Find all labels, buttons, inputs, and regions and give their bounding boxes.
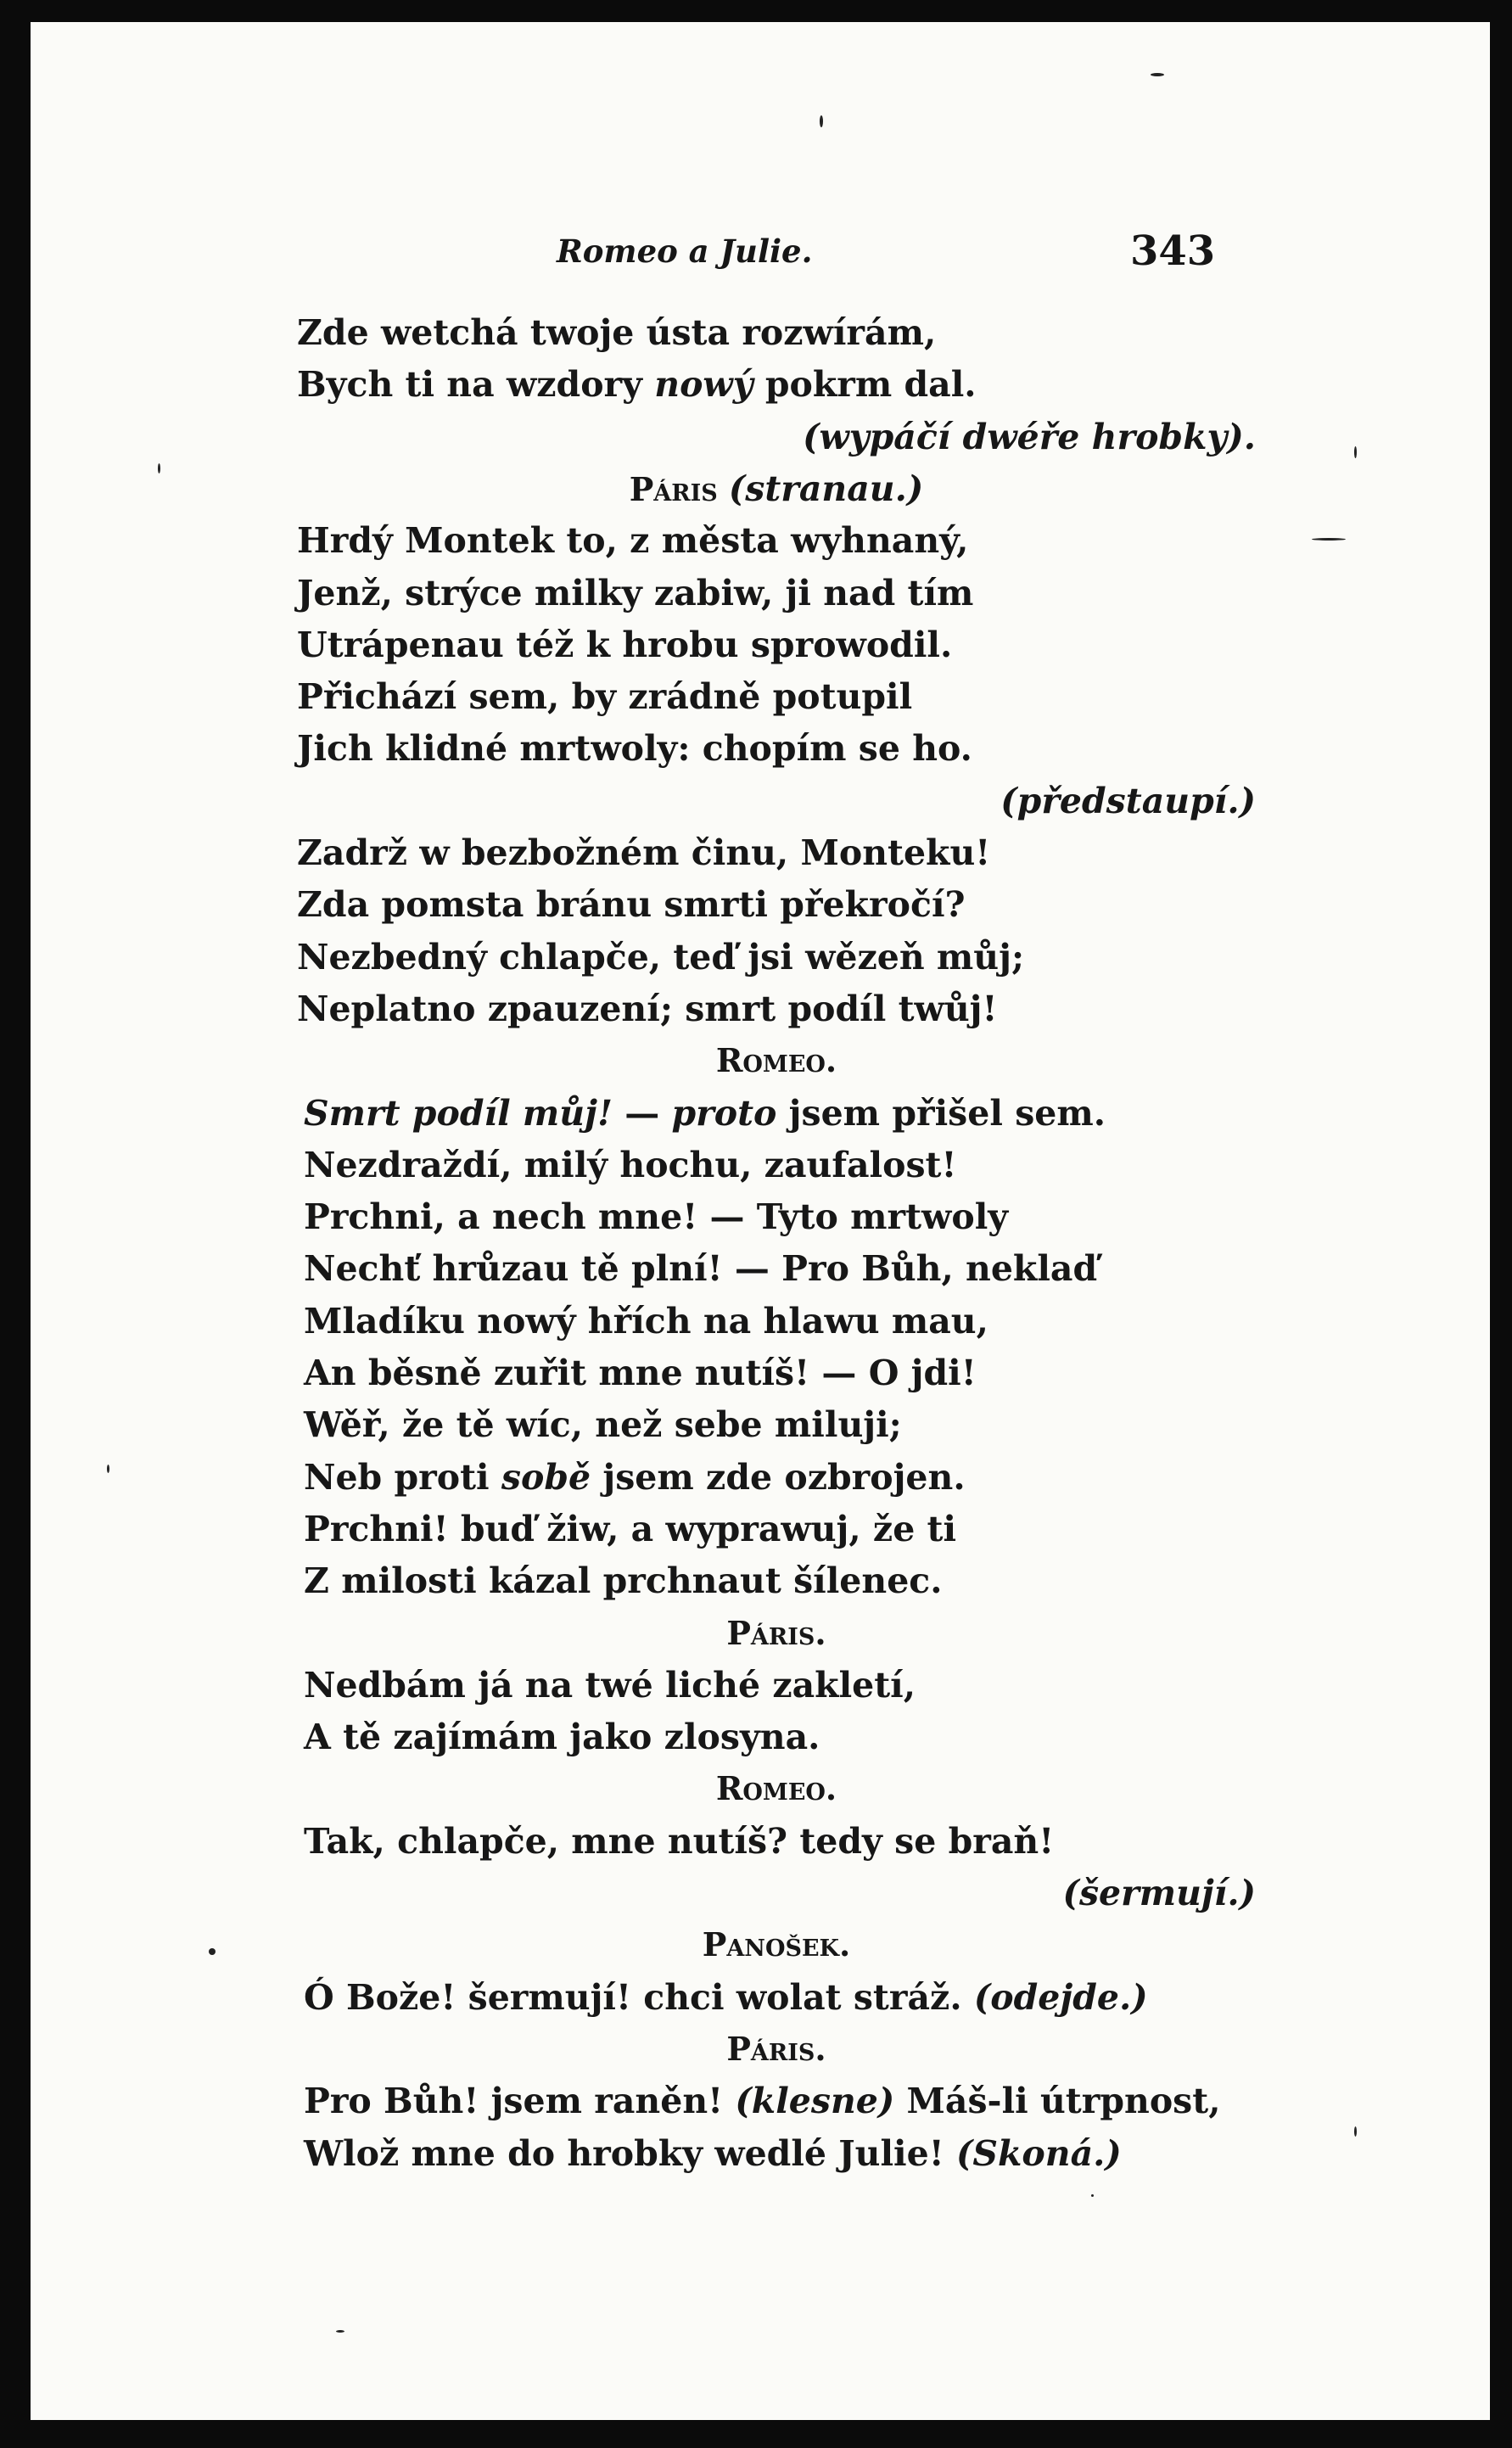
speaker-name-text: Romeo. [715, 1769, 837, 1808]
scan-speck [336, 2330, 344, 2333]
verse-text: Jenž, strýce milky zabiw, ji nad tím [297, 572, 974, 613]
scan-speck [158, 463, 160, 473]
verse-line [304, 1816, 1054, 1867]
verse-line [304, 1191, 1008, 1242]
speaker-name-text: Páris [629, 469, 718, 508]
speaker-name [297, 1035, 1256, 1086]
spacer [718, 468, 729, 509]
verse-line [304, 1504, 956, 1555]
scan-speck [1312, 538, 1346, 541]
verse-text: Wlož mne do hrobky wedlé Julie! [304, 2132, 956, 2174]
speaker-name-text: Páris. [726, 1613, 826, 1652]
running-head: Romeo a Julie. [557, 232, 813, 270]
verse-line [304, 1660, 916, 1711]
verse-text: Zda pomsta bránu smrti překročí? [297, 884, 966, 926]
speaker-name-text: Panošek. [702, 1925, 851, 1964]
speaker-name [297, 1763, 1256, 1814]
verse-text: Mladíku nowý hřích na hlawu mau, [304, 1300, 988, 1342]
verse-text: Nechť hrůzau tě plní! — Pro Bůh, neklaď [304, 1248, 1098, 1290]
verse-line [304, 1243, 1097, 1294]
scan-speck [209, 1948, 216, 1955]
verse-line [297, 827, 990, 878]
verse-line [304, 1555, 943, 1606]
stage-direction [1000, 776, 1256, 826]
verse-text: Pro Bůh! jsem raněn! [304, 2081, 736, 2122]
verse-text: Prchni! buď žiw, a wyprawuj, že ti [304, 1508, 957, 1549]
scan-speck [1354, 2126, 1357, 2137]
verse-line [297, 359, 977, 410]
verse-text: Zadrž w bezbožném činu, Monteku! [297, 832, 991, 873]
stage-direction-text: (předstaupí.) [1000, 780, 1256, 821]
verse-text: Přichází sem, by zrádně potupil [297, 676, 913, 718]
stage-direction-text: (šermují.) [1062, 1873, 1256, 1913]
speaker-name [297, 2024, 1256, 2075]
verse-text: — [612, 1092, 672, 1134]
emphasis-text: proto [671, 1092, 777, 1134]
verse-text: jsem zde ozbrojen. [591, 1456, 966, 1498]
verse-line [304, 1296, 988, 1347]
scan-speck [1151, 73, 1164, 76]
verse-text: Ó Bože! šermují! chci wolat stráž. [304, 1976, 974, 2018]
verse-text: Neplatno zpauzení; smrt podíl twůj! [297, 988, 998, 1029]
verse-text: jsem přišel sem. [776, 1092, 1106, 1134]
emphasis-text: nowý [654, 364, 753, 406]
verse-line [297, 983, 998, 1034]
verse-line [304, 1140, 956, 1190]
verse-line [304, 1711, 820, 1762]
scan-speck [107, 1465, 109, 1473]
verse-text: Jich klidné mrtwoly: chopím se ho. [297, 728, 972, 770]
verse-text: Nedbám já na twé liché zakletí, [304, 1664, 916, 1706]
verse-text: Nezdraždí, milý hochu, zaufalost! [304, 1144, 957, 1185]
stage-direction-text: (wypáčí dwéře hrobky). [803, 416, 1256, 457]
verse-text: pokrm dal. [753, 364, 977, 406]
verse-line [297, 515, 968, 566]
verse-text: Bych ti na wzdory [297, 364, 655, 406]
verse-line [297, 671, 912, 722]
emphasis-text: Smrt podíl můj! [304, 1092, 613, 1134]
verse-line [304, 2075, 1220, 2126]
verse-text: An běsně zuřit mne nutíš! — O jdi! [304, 1353, 977, 1393]
verse-line [304, 1347, 977, 1398]
emphasis-text: (Skoná.) [956, 2132, 1122, 2174]
verse-text: Hrdý Montek to, z města wyhnaný, [297, 520, 969, 562]
verse-text: Wěř, že tě wíc, než sebe miluji; [304, 1404, 902, 1446]
verse-text: A tě zajímám jako zlosyna. [304, 1717, 820, 1758]
scan-speck [820, 115, 823, 127]
book-page [31, 22, 1490, 2420]
scan-speck [1091, 2194, 1094, 2197]
verse-line [304, 2128, 1122, 2179]
verse-line [297, 619, 952, 670]
speaker-name [297, 1919, 1256, 1970]
verse-text: Máš-li útrpnost, [894, 2081, 1221, 2122]
speaker-name [297, 1608, 1256, 1659]
speaker-name [297, 463, 1256, 514]
emphasis-text: sobě [501, 1456, 591, 1498]
verse-line [304, 1972, 1148, 2023]
verse-text: Prchni, a nech mne! — Tyto mrtwoly [304, 1196, 1009, 1238]
speaker-name-text: Romeo. [715, 1041, 837, 1080]
verse-line [297, 307, 936, 358]
emphasis-text: (odejde.) [973, 1976, 1148, 2018]
stage-direction [803, 412, 1256, 462]
verse-text: Tak, chlapče, mne nutíš? tedy se braň! [304, 1820, 1055, 1862]
stage-direction-text: (stranau.) [728, 468, 924, 509]
verse-text: Nezbedný chlapče, teď jsi wězeň můj; [297, 936, 1025, 978]
verse-line [297, 879, 966, 930]
stage-direction [1063, 1868, 1256, 1919]
verse-line [297, 568, 973, 619]
verse-line [304, 1399, 902, 1450]
verse-text: Z milosti kázal prchnaut šílenec. [304, 1560, 943, 1602]
verse-line [297, 723, 972, 774]
verse-line [304, 1452, 966, 1503]
verse-text: Zde wetchá twoje ústa rozwírám, [297, 312, 937, 353]
emphasis-text: (klesne) [735, 2081, 895, 2122]
scan-speck [1354, 446, 1357, 458]
verse-text: Neb proti [304, 1456, 501, 1498]
speaker-name-text: Páris. [726, 2029, 826, 2068]
verse-line [297, 932, 1024, 983]
verse-line [304, 1088, 1106, 1139]
verse-text: Utrápenau též k hrobu sprowodil. [297, 624, 953, 665]
page-number: 343 [1130, 227, 1216, 275]
